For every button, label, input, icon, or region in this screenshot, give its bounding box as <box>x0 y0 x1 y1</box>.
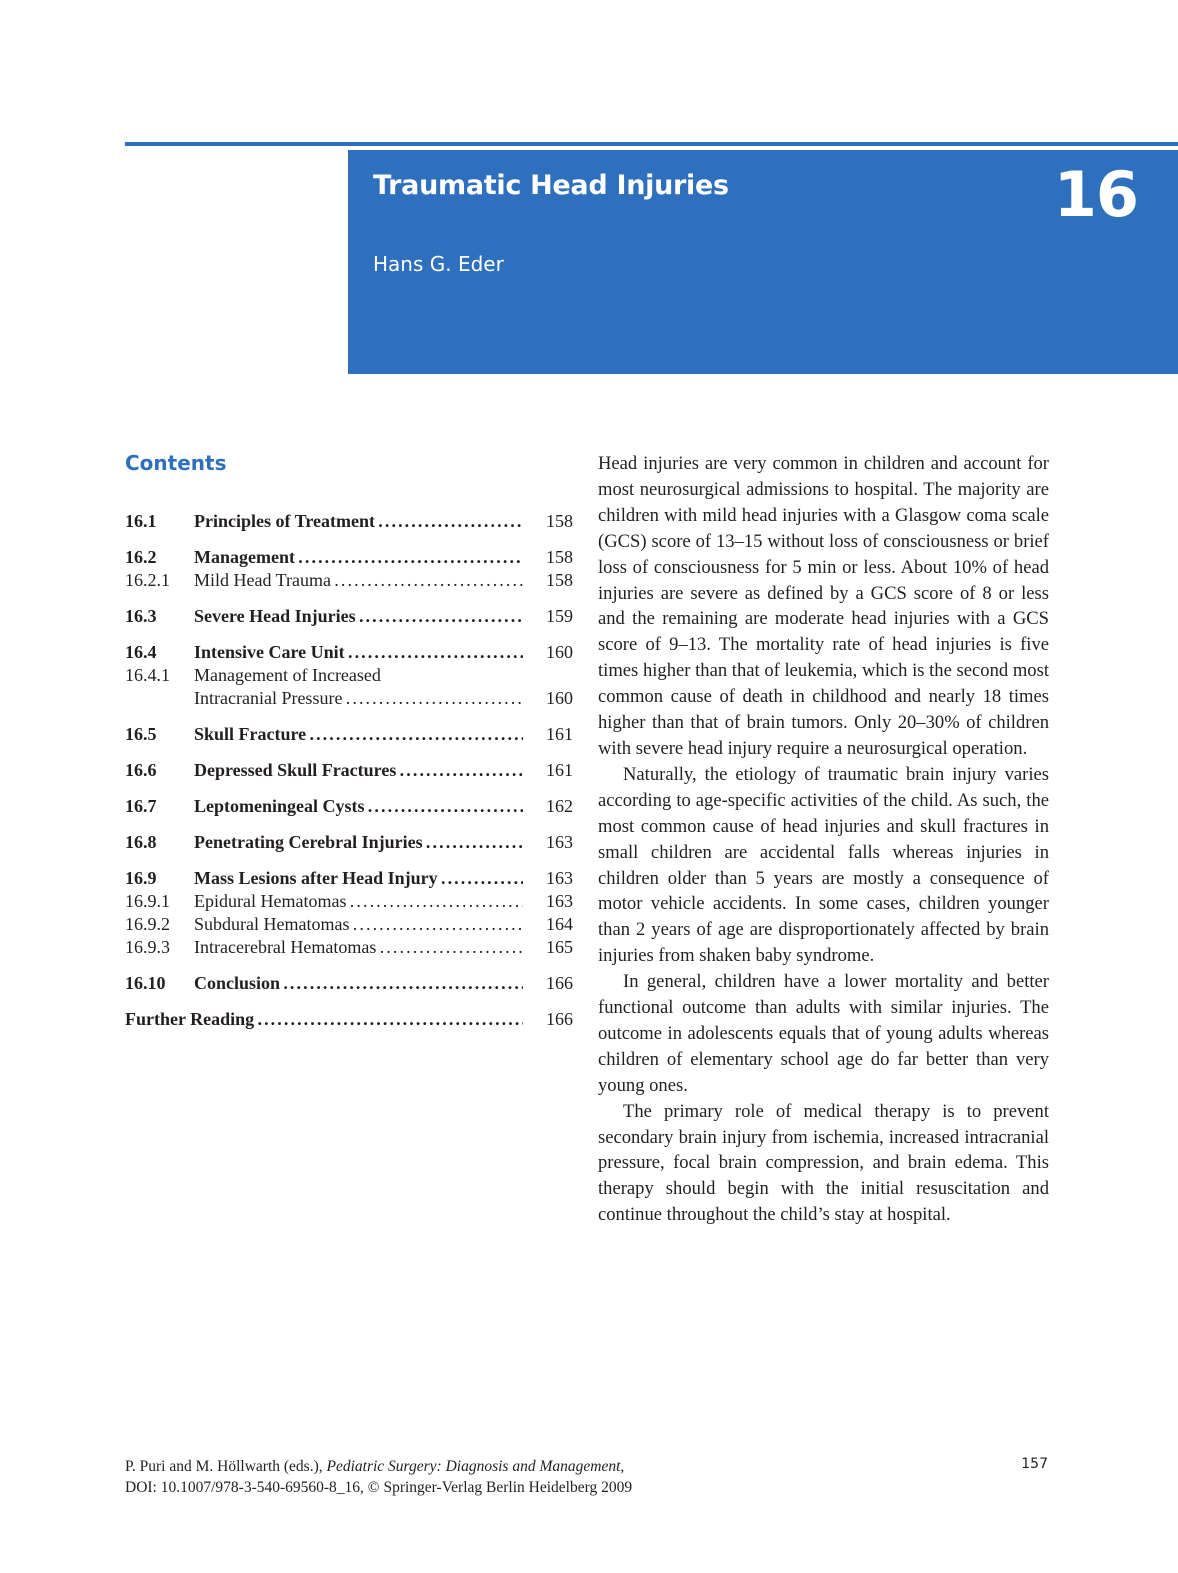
toc-entry[interactable] <box>125 605 575 628</box>
toc-entry-page: 163 <box>546 832 573 852</box>
toc-entry-page: 158 <box>546 511 573 531</box>
toc-entry[interactable] <box>125 867 575 890</box>
toc-entry-title: Skull Fracture . . . <box>194 723 523 746</box>
toc-entry-title: Penetrating Cerebral Injuries . . . <box>194 831 523 854</box>
toc-entry-title: Intensive Care Unit . . . <box>194 641 523 664</box>
toc-entry-number: 16.2.1 <box>125 570 170 590</box>
toc-entry-number: 16.9.2 <box>125 914 170 934</box>
toc-entry-number: 16.5 <box>125 724 157 744</box>
top-rule <box>125 142 1178 146</box>
toc-entry-title: Epidural Hematomas . . . <box>194 890 523 913</box>
toc-entry-page: 158 <box>546 547 573 567</box>
chapter-number: 16 <box>1053 158 1138 231</box>
toc-entry-page: 166 <box>546 1009 573 1029</box>
toc-entry-page: 166 <box>546 973 573 993</box>
toc-entry-title: Intracerebral Hematomas . . . <box>194 936 523 959</box>
footer-editors: P. Puri and M. Höllwarth (eds.), <box>125 1458 327 1475</box>
chapter-banner <box>348 150 1178 374</box>
toc-entry[interactable] <box>125 546 575 569</box>
footer-book-title: Pediatric Surgery: Diagnosis and Management, <box>326 1458 625 1475</box>
toc-entry-title: Mild Head Trauma . . . <box>194 569 523 592</box>
toc-entry-number: 16.3 <box>125 606 157 626</box>
toc-entry-number: 16.9.3 <box>125 937 170 957</box>
toc-entry-page: 162 <box>546 796 573 816</box>
toc-entry-page: 164 <box>546 914 573 934</box>
toc-entry[interactable] <box>125 890 575 913</box>
toc-entry-title: Principles of Treatment . . . <box>194 510 523 533</box>
body-paragraph: Naturally, the etiology of traumatic brain injury varies according to age-specific activities of the child. As such, the most common cause of head injuries and skull fractures in small children are accidental falls whereas injuries in children older than 5 years are mostly a consequence of motor vehicle accidents. In some cases, children younger than 2 years of age are disproportionately affected by brain injuries from shaken baby syndrome. <box>598 763 1049 967</box>
toc-entry[interactable] <box>125 759 575 782</box>
toc-entry-title: Subdural Hematomas . . . <box>194 913 523 936</box>
toc-entry-number: 16.4 <box>125 642 157 662</box>
body-text <box>598 451 1049 1228</box>
toc-entry-title: Management . . . <box>194 546 523 569</box>
toc-entry[interactable] <box>125 510 575 533</box>
toc-entry[interactable] <box>125 913 575 936</box>
toc-entry-number: 16.1 <box>125 511 157 531</box>
toc-entry-title: Further Reading . . . <box>125 1008 523 1031</box>
toc-entry-page: 163 <box>546 891 573 911</box>
toc-entry[interactable] <box>125 569 575 592</box>
table-of-contents <box>125 510 575 1031</box>
toc-entry-title: Severe Head Injuries . . . <box>194 605 523 628</box>
toc-entry-number: 16.10 <box>125 973 166 993</box>
chapter-author: Hans G. Eder <box>373 252 504 276</box>
page-number: 157 <box>1021 1456 1048 1472</box>
footer-citation <box>125 1456 632 1498</box>
toc-entry-title: Intracranial Pressure . . . <box>194 687 523 710</box>
toc-entry-page: 160 <box>546 642 573 662</box>
toc-entry-page: 163 <box>546 868 573 888</box>
toc-entry-title: Mass Lesions after Head Injury . . . <box>194 867 523 890</box>
toc-entry-page: 161 <box>546 724 573 744</box>
toc-entry-number: 16.7 <box>125 796 157 816</box>
toc-entry-title: Conclusion . . . <box>194 972 523 995</box>
toc-entry-number: 16.8 <box>125 832 157 852</box>
toc-entry-number: 16.9 <box>125 868 157 888</box>
toc-entry[interactable] <box>125 1008 575 1031</box>
toc-entry[interactable] <box>125 936 575 959</box>
toc-entry-title: Leptomeningeal Cysts . . . <box>194 795 523 818</box>
toc-entry-page: 160 <box>546 688 573 708</box>
toc-entry-title: Management of Increased <box>194 665 381 685</box>
body-paragraph: The primary role of medical therapy is to prevent secondary brain injury from ischemia, increased intracranial pressure, focal brain compression, and brain edema. This therapy should begin with the initial resuscitation and continue throughout the child’s stay at hospital. <box>598 1100 1049 1226</box>
toc-entry-number: 16.6 <box>125 760 157 780</box>
toc-entry-title: Depressed Skull Fractures . . . <box>194 759 523 782</box>
toc-entry[interactable] <box>125 795 575 818</box>
toc-entry-page: 161 <box>546 760 573 780</box>
chapter-title: Traumatic Head Injuries <box>373 170 729 201</box>
toc-entry-number: 16.2 <box>125 547 157 567</box>
toc-entry[interactable] <box>125 723 575 746</box>
footer-citation-line <box>125 1456 632 1477</box>
toc-entry-page: 158 <box>546 570 573 590</box>
body-paragraph: In general, children have a lower mortality and better functional outcome than adults with similar injuries. The outcome in adolescents equals that of young adults whereas children of elementary school age do far better than very young ones. <box>598 971 1049 1096</box>
footer-doi: DOI: 10.1007/978-3-540-69560-8_16, © Springer-Verlag Berlin Heidelberg 2009 <box>125 1479 633 1496</box>
toc-entry-page: 165 <box>546 937 573 957</box>
toc-entry[interactable] <box>125 972 575 995</box>
toc-entry[interactable] <box>125 664 575 687</box>
contents-heading: Contents <box>125 451 227 475</box>
toc-entry[interactable] <box>125 687 575 710</box>
toc-entry-number: 16.4.1 <box>125 665 170 685</box>
toc-entry[interactable] <box>125 831 575 854</box>
toc-entry-page: 159 <box>546 606 573 626</box>
body-paragraph: Head injuries are very common in children and account for most neurosurgical admissions to hospital. The majority are children with mild head injuries with a Glasgow coma scale (GCS) score of 13–15 without loss of consciousness or brief loss of consciousness for 5 min or less. About 10% of head injuries are severe as defined by a GCS score of 8 or less and the remaining are moderate head injuries with a GCS score of 9–13. The mortality rate of head injuries is five times higher than that of leukemia, which is the second most common cause of death in childhood and nearly 18 times higher than that of brain tumors. Only 20–30% of children with severe head injury require a neurosurgical operation. <box>598 453 1049 759</box>
toc-entry[interactable] <box>125 641 575 664</box>
toc-entry-number: 16.9.1 <box>125 891 170 911</box>
